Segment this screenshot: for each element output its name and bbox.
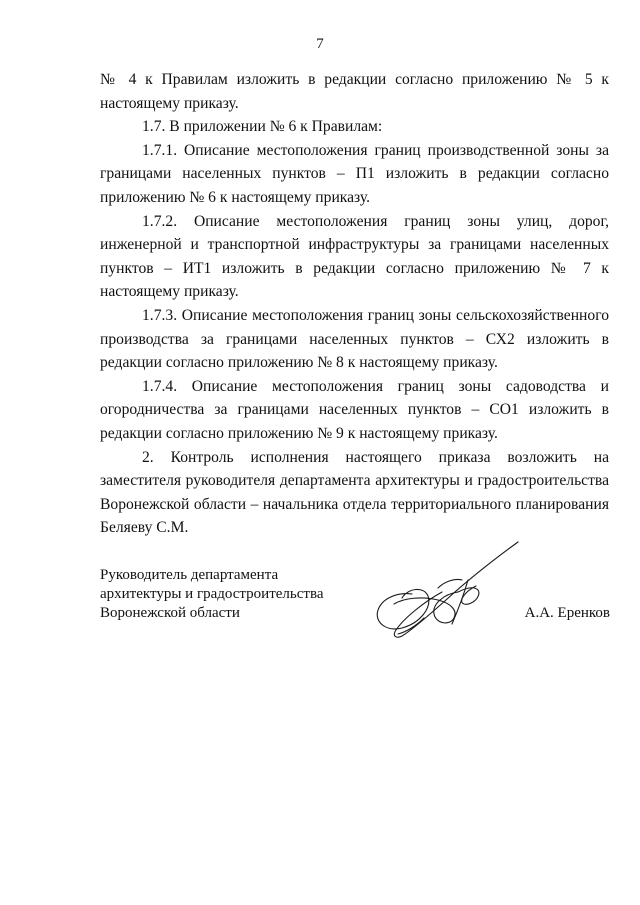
paragraph-continuation: № 4 к Правилам изложить в редакции согласно приложению № 5 к настоящему приказу. bbox=[100, 71, 609, 112]
paragraph-1-7-4: 1.7.4. Описание местоположения границ зоны садоводства и огородничества за границами населенных пунктов – СО1 изложить в редакции согласно приложению № 9 к настоящему приказу. bbox=[100, 377, 609, 442]
paragraph-1-7-3: 1.7.3. Описание местоположения границ зоны сельскохозяйственного производства за границами населенных пунктов – СХ2 изложить в редакции согласно приложению № 8 к настоящему приказу. bbox=[100, 306, 609, 372]
handwritten-signature bbox=[368, 538, 548, 644]
signer-position-line: Руководитель департамента bbox=[100, 567, 279, 583]
document-body bbox=[100, 68, 609, 540]
signer-position-line: Воронежской области bbox=[100, 605, 240, 621]
paragraph-2: 2. Контроль исполнения настоящего приказа возложить на заместителя руководителя департамента архитектуры и градостроительства Воронежской области – начальника отдела территориального планирования Беляеву С.М. bbox=[100, 448, 609, 537]
paragraph-1-7: 1.7. В приложении № 6 к Правилам: bbox=[142, 118, 383, 136]
signer-position bbox=[100, 566, 323, 623]
paragraph-1-7-1: 1.7.1. Описание местоположения границ производственной зоны за границами населенных пунктов – П1 изложить в редакции согласно приложению № 6 к настоящему приказу. bbox=[100, 141, 609, 206]
signer-position-line: архитектуры и градостроительства bbox=[100, 586, 324, 602]
signer-name: А.А. Еренков bbox=[524, 605, 610, 621]
signature-block bbox=[100, 566, 610, 646]
paragraph-1-7-2: 1.7.2. Описание местоположения границ зоны улиц, дорог, инженерной и транспортной инфраструктуры за границами населенных пунктов – ИТ1 изложить в редакции согласно приложению № 7 к настоящему приказу. bbox=[100, 212, 609, 301]
page-number: 7 bbox=[316, 36, 324, 52]
